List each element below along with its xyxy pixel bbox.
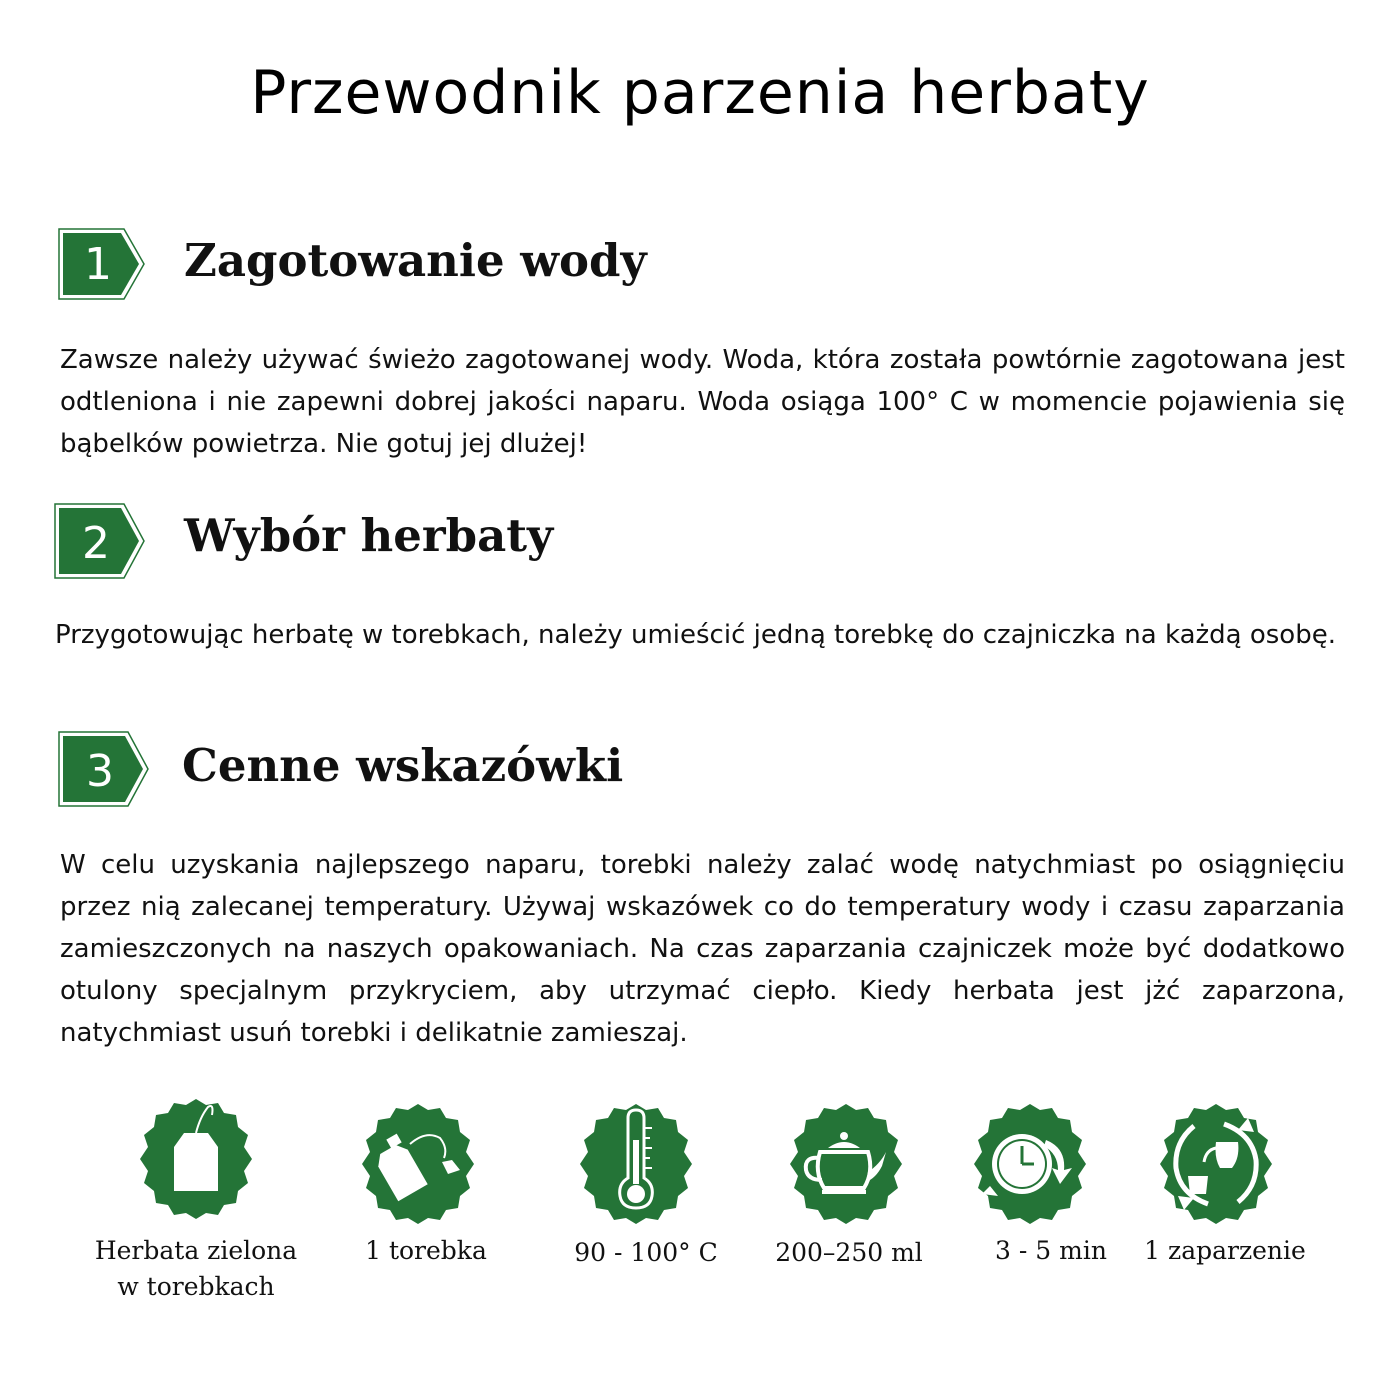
label-line: 1 zaparzenie [1144,1236,1306,1265]
step-number-1: 1 [84,239,112,290]
teapot-icon [784,1102,908,1226]
reuse-icon [1154,1102,1278,1226]
label-line: Herbata zielona [94,1236,298,1265]
step-badge-2 [54,503,142,575]
icon-label-temperature [531,1235,761,1271]
section-text-3: W celu uzyskania najlepszego naparu, torebki należy zalać wodę natychmiast po osiągnięciu przez nią zalecanej temperatury. Używaj wskazówek co do temperatury wody i czasu zaparzania zamieszczonych na naszych opakowaniach. Na czas zaparzania czajniczek może być dodatkowo otulony specjalnym przykryciem, aby utrzymać ciepło. Kiedy herbata jest jżć zaparzona, natychmiast usuń torebki i delikatnie zamieszaj. [60,850,1345,1048]
section-text-2: Przygotowując herbatę w torebkach, należy umieścić jedną torebkę do czajniczka na każdą osobę. [55,620,1336,650]
label-line: w torebkach [117,1272,275,1301]
section-text-1: Zawsze należy używać świeżo zagotowanej wody. Woda, która została powtórnie zagotowana jest odtleniona i nie zapewni dobrej jakości naparu. Woda osiąga 100° C w momencie pojawienia się bąbelków powietrza. Nie gotuj jej dlużej! [60,345,1345,459]
thermometer-icon [574,1102,698,1226]
step-badge-1 [58,228,146,300]
step-number-3: 3 [86,746,114,797]
icon-label-infusions [1110,1233,1340,1269]
section-heading-2: Wybór herbaty [184,509,554,562]
section-heading-3: Cenne wskazówki [182,739,624,792]
label-line: 90 - 100° C [574,1238,718,1267]
page-title: Przewodnik parzenia herbaty [250,58,1150,128]
step-number-2: 2 [82,518,110,569]
icon-label-volume [734,1235,964,1271]
clock-icon [968,1102,1092,1226]
icon-label-tea-type [81,1233,311,1305]
icon-label-bags [311,1233,541,1269]
tea-bag-icon [134,1097,258,1221]
label-line: 200–250 ml [775,1238,923,1267]
tea-bags-icon [356,1102,480,1226]
label-line: 1 torebka [365,1236,487,1265]
label-line: 3 - 5 min [995,1236,1107,1265]
section-heading-1: Zagotowanie wody [184,234,647,287]
step-badge-3 [58,731,146,803]
